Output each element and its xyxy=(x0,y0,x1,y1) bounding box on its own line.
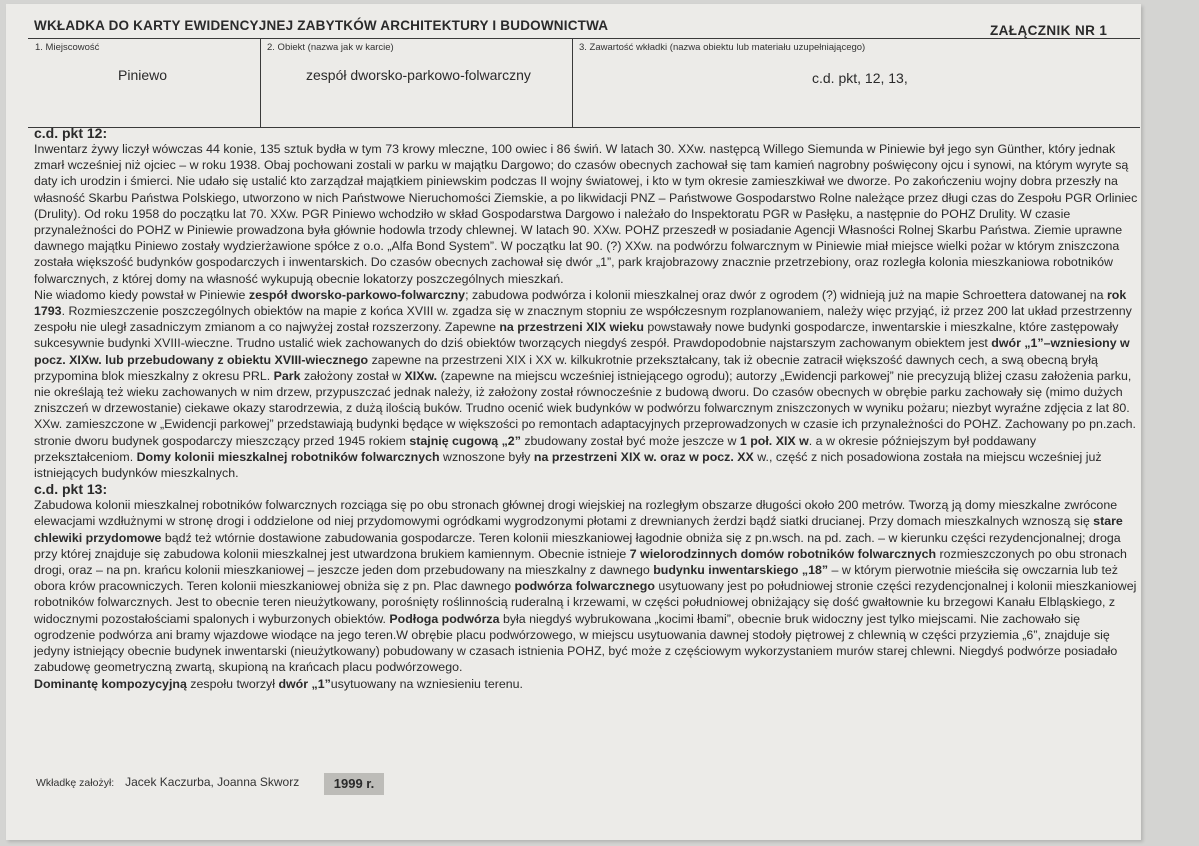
field-value: Piniewo xyxy=(118,67,168,83)
bold-text: 1 poł. XIX w xyxy=(739,433,809,448)
section-title: c.d. pkt 13: xyxy=(34,481,108,498)
paragraph xyxy=(34,287,1138,481)
footer-authors xyxy=(36,775,299,789)
bold-text: podwórza folwarcznego xyxy=(514,579,655,594)
text-run: była niegdyś wybrukowana „kocimi łbami”, obecnie bruk widoczny jest tylko miejscami. Nie zachowało się ogrodzenie podwórza ani bramy wjazdowe wiodące na jego teren.W obrębie placu podwórzowego, w miejscu usytuowania dawnej stodoły piętrowej z chlewnią w części przyziemia „6”, znajduje się jedyny istniejący obecnie budynek inwentarski (nieużytkowany) pobudowany w czasach istnienia POHZ, być może z częściowym wykorzystaniem murów starej chlewni. Niegdyś podwórze posiadało zabudowę geometryczną zwartą, skupioną na krańcach placu podwórzowego. xyxy=(34,611,1118,675)
bold-text: Park xyxy=(273,368,301,383)
text-run: w., część z nich posadowiona została na miejscu wcześniej już istniejących budynków mieszkalnych. xyxy=(34,449,1102,481)
bold-text: dwór „1” xyxy=(278,676,331,691)
field-object xyxy=(260,39,573,127)
text-run: Inwentarz żywy liczył wówczas 44 konie, 135 sztuk bydła w tym 73 krowy mleczne, 100 owiec i 86 świń. W latach 30. XXw. następcą Willego Siemunda w Piniewie był jego syn Günther, który jednak zmarł wcześniej niż ojciec – w roku 1938. Obaj pochowani zostali w parku w majątku Dargowo; do czasów obecnych zachował się tam kamień nagrobny poświęcony ojcu i synowi, na którym wyryte są daty ich urodzin i śmierci. Nie udało się ustalić kto zarządzał majątkiem piniewskim podczas II wojny światowej, i kto w tym okresie zamieszkiwał we dworze. Po zakończeniu wojny dobra przeszły na własność Skarbu Państwa Polskiego, utworzono w nich Państwowe Nieruchomości Ziemskie, a po likwidacji PNZ – Państwowe Gospodarstwo Rolne należące przez długi czas do Zespołu PGR Orliniec (Drulity). Od roku 1958 do początku lat 70. XXw. PGR Piniewo wchodziło w skład Gospodarstwa Dargowo i należało do Inspektoratu PGR w Pasłęku, a następnie do POHZ Drulity. W czasie przynależności do POHZ w Piniewie prowadzona była głównie hodowla trzody chlewnej. W latach 90. XXw. POHZ przeszedł w posiadanie Agencji Własności Rolnej Skarbu Państwa. Ziemie uprawne dawnego majątku Piniewo zostały wydzierżawione spółce z o.o. „Alfa Bond System”. W początku lat 90. (?) XXw. na podwórzu folwarcznym w Piniewie miał miejsce wielki pożar w którym zniszczona została większość budynków gospodarczych i inwentarskich. Do czasów obecnych zachował się dwór „1”, park krajobrazowy znacznie przetrzebiony, oraz rozległa kolonia mieszkaniowa robotników folwarcznych, z której domy na własność wykupują obecnie lokatorzy poszczególnych mieszkań. xyxy=(34,142,1138,286)
text-run: zespołu tworzył xyxy=(186,676,279,691)
bold-text: na przestrzeni XIX wieku xyxy=(499,320,644,335)
text-run: bądź też wtórnie dostawione zabudowania gospodarcze. Teren kolonii mieszkaniowej łagodnie obniża się z pn.wsch. na pd. zach. – w kierunku części rezydencjonalnej; droga przy której znajduje się zabudowa kolonii mieszkalnej jest utwardzona brukiem kamiennym. Obecnie istnieje xyxy=(34,530,1121,561)
field-label: 1. Miejscowość xyxy=(35,42,100,53)
body-text xyxy=(34,125,1138,692)
document-sheet xyxy=(6,4,1141,840)
bold-text: dwór „1”–wzniesiony w pocz. XIXw. lub przebudowany z obiektu XVIII-wiecznego xyxy=(34,336,1130,367)
year-stamp: 1999 r. xyxy=(324,773,384,795)
header-fields xyxy=(28,38,1140,128)
text-run: wznoszone były xyxy=(439,449,534,464)
text-run: Zabudowa kolonii mieszkalnej robotników folwarcznych rozciąga się po obu stronach głównej drogi wiejskiej na rozległym obszarze długości około 200 metrów. Tworzą ją domy mieszkalne zwrócone elewacjami wzdłużnymi w stronę drogi i oddzielone od niej przydomowymi ogródkami wygrodzonymi płotami z drewnianych żerdzi bądź siatki drucianej. Przy domach mieszkalnych wznoszą się xyxy=(34,498,1118,529)
text-run: rozmieszczonych po obu stronach drogi, oraz – na pn. krańcu kolonii mieszkaniowej – jeszcze jeden dom przebudowany na mieszkalny z dawnego xyxy=(34,546,1127,578)
text-run: . Rozmieszczenie poszczególnych obiektów na mapie z końca XVIII w. zgadza się w znacznym stopniu ze współczesnym rozplanowaniem, należy więc przyjąć, iż przez 200 lat układ przestrzenny zespołu nie uległ zasadniczym zmianom a co najwyżej został rozszerzony. Zapewne xyxy=(34,304,1132,335)
text-run: założony został w xyxy=(300,368,405,383)
footer-label: Wkładkę założył: xyxy=(36,777,115,789)
text-run: Nie wiadomo kiedy powstał w Piniewie xyxy=(34,287,249,302)
bold-text: XIXw. xyxy=(404,368,438,383)
field-value: c.d. pkt, 12, 13, xyxy=(812,70,908,86)
field-label: 3. Zawartość wkładki (nazwa obiektu lub materiału uzupełniającego) xyxy=(579,42,866,53)
text-run: zbudowany został być może jeszcze w xyxy=(520,433,740,448)
bold-text: Domy kolonii mieszkalnej robotników folwarcznych xyxy=(136,449,440,464)
bold-text: 7 wielorodzinnych domów robotników folwarcznych xyxy=(629,546,937,561)
bold-text: na przestrzeni XIX w. oraz w pocz. XX xyxy=(533,449,754,464)
text-run: zapewne na przestrzeni XIX i XX w. kilkukrotnie przekształcany, tak iż obecnie zatracił większość dawnych cech, a swą obecną bryłą przypomina blok mieszkalny z okresu PRL. xyxy=(34,352,1098,383)
bold-text: stare chlewiki przydomowe xyxy=(34,514,1123,545)
document-title: WKŁADKA DO KARTY EWIDENCYJNEJ ZABYTKÓW ARCHITEKTURY I BUDOWNICTWA xyxy=(34,18,609,33)
paragraph xyxy=(34,497,1138,675)
authors-names: Jacek Kaczurba, Joanna Skworz xyxy=(125,775,300,789)
field-contents xyxy=(572,39,1140,127)
text-run: usytuowany na wzniesieniu terenu. xyxy=(330,676,523,691)
field-locality xyxy=(28,39,261,127)
text-run: – w którym pierwotnie mieściła się owczarnia lub też obora krów pracowniczych. Teren kolonii mieszkaniowej obniża się z pn. Plac dawnego xyxy=(34,563,1118,594)
text-run: . a w okresie późniejszym był poddawany przekształceniom. xyxy=(34,433,1037,464)
bold-text: stajnię cugową „2” xyxy=(409,433,521,448)
field-label: 2. Obiekt (nazwa jak w karcie) xyxy=(267,42,394,53)
bold-text: rok 1793 xyxy=(34,287,1127,319)
bold-text: Dominantę kompozycyjną xyxy=(34,676,187,691)
bold-text: Podłoga podwórza xyxy=(389,611,500,626)
bold-text: zespół dworsko-parkowo-folwarczny xyxy=(248,287,466,302)
bold-text: budynku inwentarskiego „18” xyxy=(653,563,829,578)
paragraph xyxy=(34,141,1138,287)
text-run: ; zabudowa podwórza i kolonii mieszkalnej oraz dwór z ogrodem (?) widnieją już na mapie Schroettera datowanej na xyxy=(465,287,1107,302)
section-title: c.d. pkt 12: xyxy=(34,125,108,141)
text-run: (zapewne na miejscu wcześniej istniejącego ogrodu); autorzy „Ewidencji parkowej” nie precyzują bliżej czasu założenia parku, nie określają też wieku zachowanych w nim drzew, przypuszczać jednak należy, iż założony został równocześnie z budową dworu. Do czasów obecnych w obrębie parku zachowały się (mimo dużych zniszczeń w drzewostanie) ciekawe okazy starodrzewia, z dużą ilością buków. Trudno ocenić wiek budynków w podwórzu folwarcznym zniszczonych w wyniku pożaru; niezbyt wyraźne zdjęcia z lat 80. XXw. zamieszczone w „Ewidencji parkowej” przedstawiają budynki będące w większości po remontach adaptacyjnych przeprowadzonych w czasie ich przynależności do POHZ. Zachowany po pn.zach. stronie dworu budynek gospodarczy mieszczący przed 1945 rokiem xyxy=(34,368,1136,448)
text-run: powstawały nowe budynki gospodarcze, inwentarskie i mieszkalne, które zastępowały sukcesywnie budynki XVIII-wieczne. Trudno ustalić wiek zachowanych do dziś obiektów tworzących niegdyś zespół. Prawdopodobnie najstarszym zachowanym obiektem jest xyxy=(34,320,1119,351)
annex-label: ZAŁĄCZNIK NR 1 xyxy=(990,23,1108,38)
field-value: zespół dworsko-parkowo-folwarczny xyxy=(306,67,531,83)
text-run: usytuowany jest po południowej stronie części rezydencjonalnej i kolonii mieszkaniowej robotników folwarcznych. Jest to obecnie teren nieużytkowany, porośnięty roślinnością ruderalną i krzewami, w części południowej obniżający się dość gwałtownie ku brzegowi Kanału Elbląskiego, z widocznymi pozostałościami spalonych i wyburzonych obiektów. xyxy=(34,579,1137,626)
paragraph xyxy=(34,676,1138,692)
